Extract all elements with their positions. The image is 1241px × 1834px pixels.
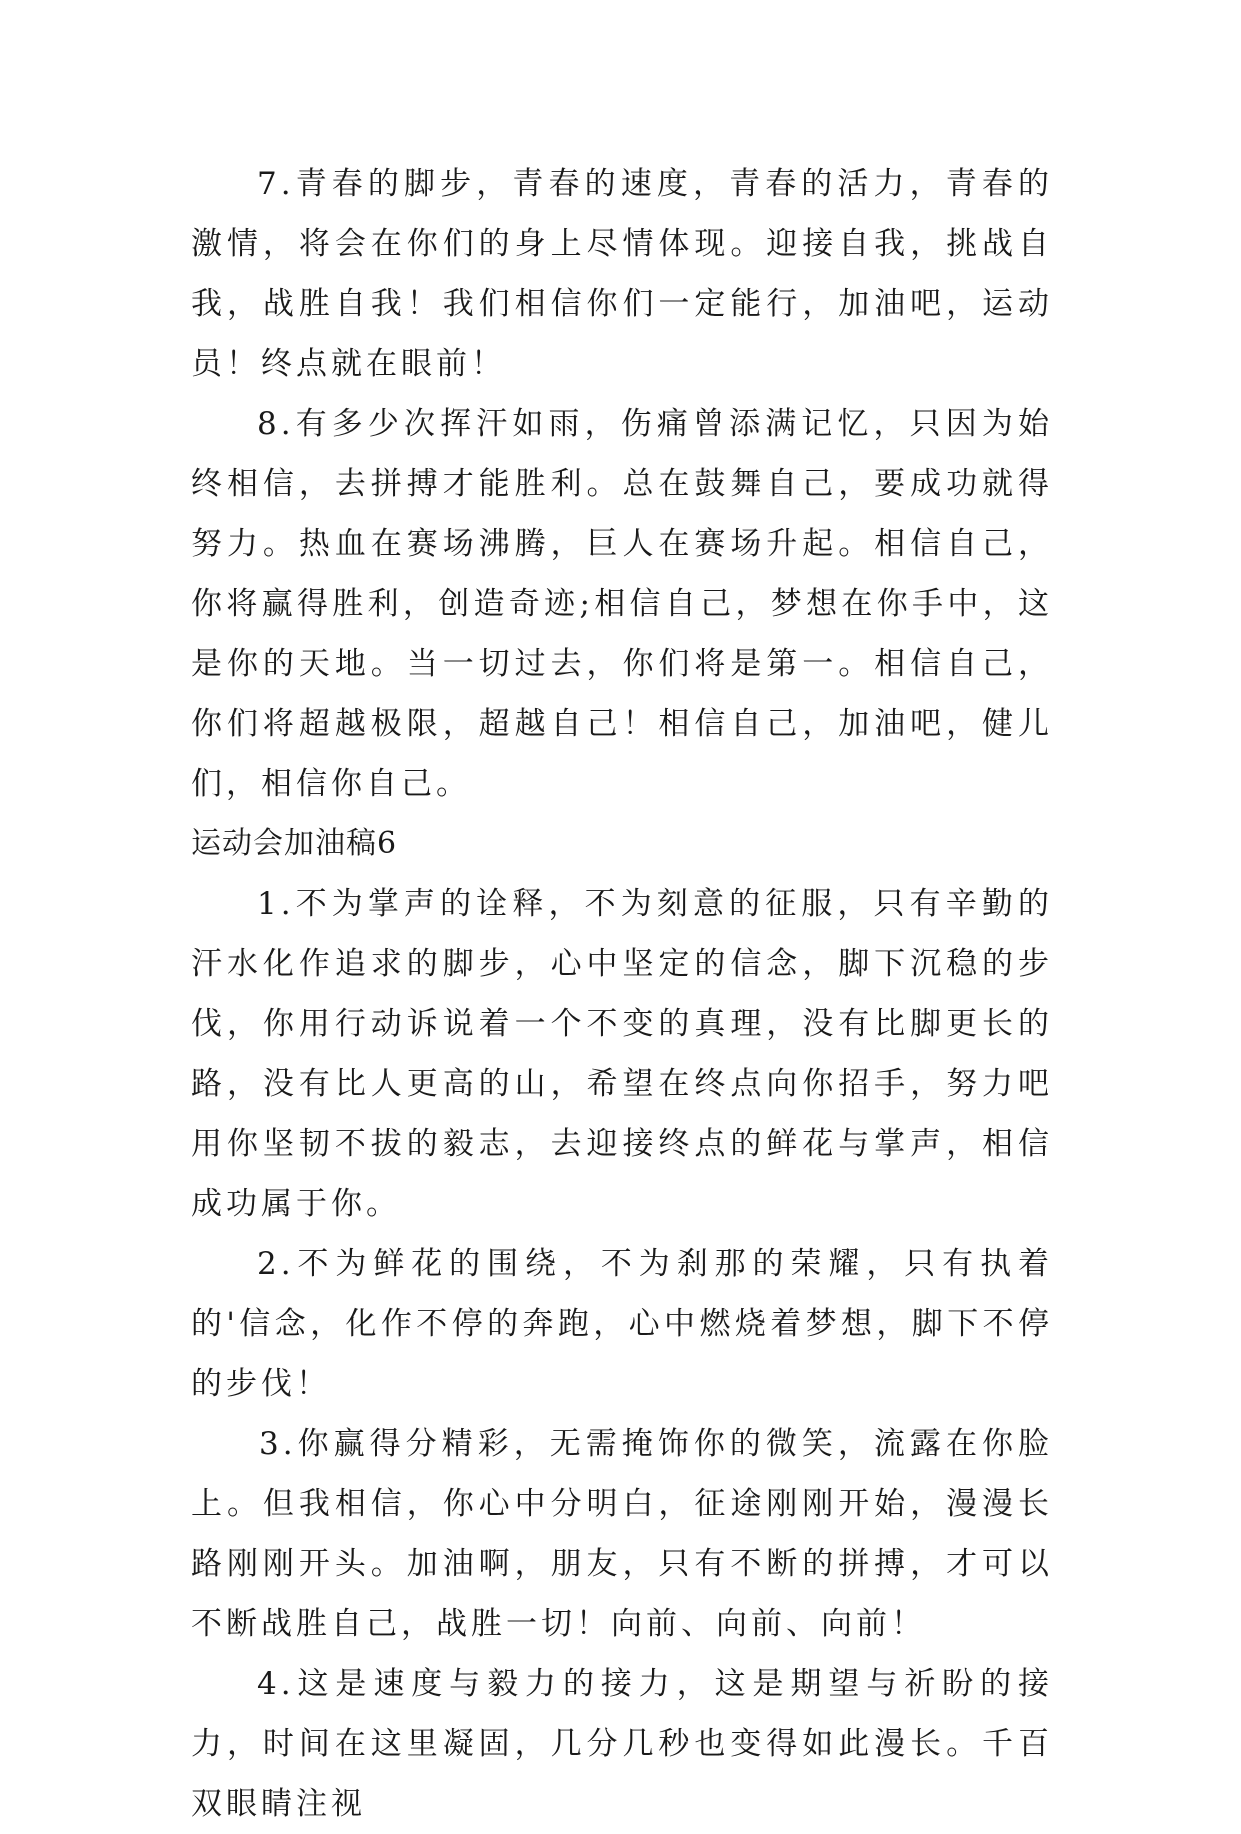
paragraph-2: 2.不为鲜花的围绕，不为刹那的荣耀，只有执着的'信念，化作不停的奔跑，心中燃烧着梦想，脚下不停的步伐！ [191,1246,1053,1402]
section-title: 运动会加油稿6 [191,826,398,861]
paragraph-7: 7.青春的脚步，青春的速度，青春的活力，青春的激情，将会在你们的身上尽情体现。迎接自我，挑战自我，战胜自我！我们相信你们一定能行，加油吧，运动员！终点就在眼前！ [191,166,1053,382]
document-body [191,154,1053,1834]
paragraph-1: 1.不为掌声的诠释，不为刻意的征服，只有辛勤的汗水化作追求的脚步，心中坚定的信念，脚下沉稳的步伐，你用行动诉说着一个不变的真理，没有比脚更长的路，没有比人更高的山，希望在终点向你招手，努力吧用你坚韧不拔的毅志，去迎接终点的鲜花与掌声，相信成功属于你。 [191,886,1053,1222]
paragraph-8: 8.有多少次挥汗如雨，伤痛曾添满记忆，只因为始终相信，去拼搏才能胜利。总在鼓舞自己，要成功就得努力。热血在赛场沸腾，巨人在赛场升起。相信自己，你将赢得胜利，创造奇迹;相信自己，梦想在你手中，这是你的天地。当一切过去，你们将是第一。相信自己，你们将超越极限，超越自己！相信自己，加油吧，健儿们，相信你自己。 [191,406,1053,802]
paragraph-4: 4.这是速度与毅力的接力，这是期望与祈盼的接力，时间在这里凝固，几分几秒也变得如此漫长。千百双眼睛注视 [191,1666,1053,1822]
paragraph-3: 3.你赢得分精彩，无需掩饰你的微笑，流露在你脸上。但我相信，你心中分明白，征途刚刚开始，漫漫长路刚刚开头。加油啊，朋友，只有不断的拼搏，才可以不断战胜自己，战胜一切！向前、向前、向前！ [191,1426,1053,1642]
